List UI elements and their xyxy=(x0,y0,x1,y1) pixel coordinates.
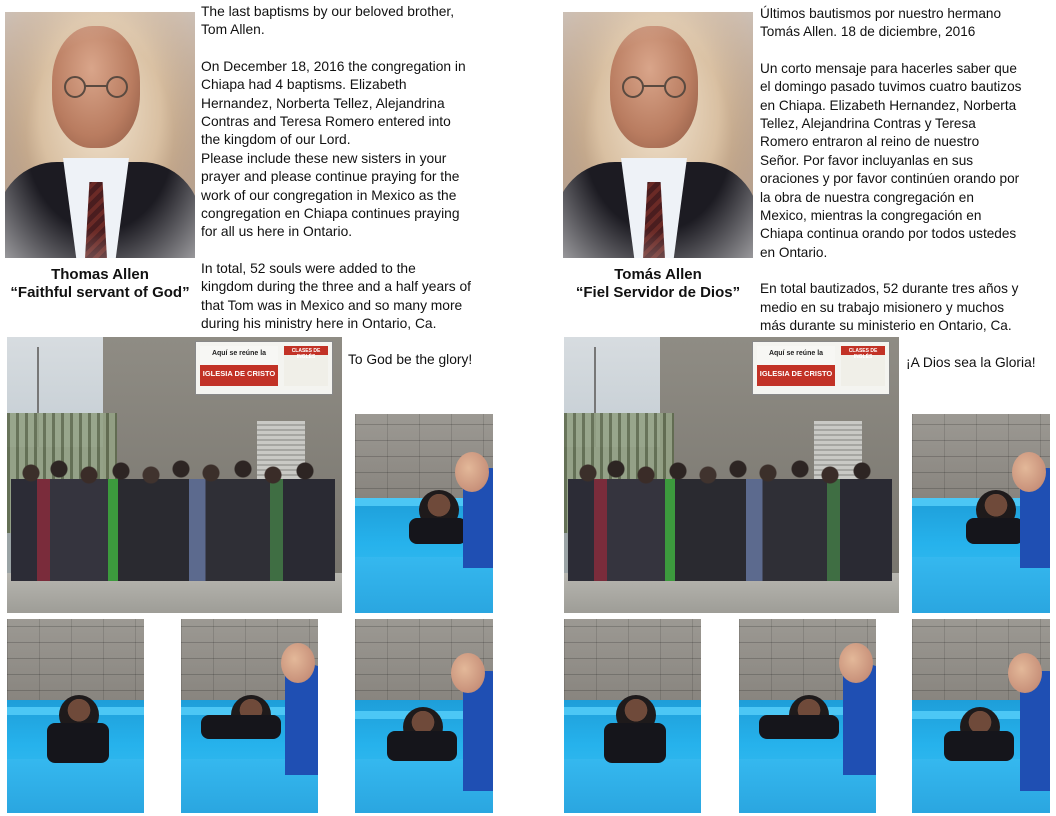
article-text-english xyxy=(201,3,511,334)
group-photo-spanish xyxy=(564,337,899,613)
paragraph-total: In total, 52 souls were added to the kingdom during the three and a half years of that Tom was in Mexico and so many more during his ministry here in Ontario, Ca. xyxy=(201,260,471,332)
portrait-name: Tomás Allen xyxy=(614,266,702,283)
paragraph-intro: Últimos bautismos por nuestro hermano Tomás Allen. 18 de diciembre, 2016 xyxy=(760,6,1002,40)
baptism-photo-spanish-4 xyxy=(912,619,1050,813)
banner-line-1: Aquí se reúne la xyxy=(768,350,824,357)
baptism-photo-english-3 xyxy=(181,619,318,813)
baptism-photo-spanish-1 xyxy=(912,414,1050,613)
baptism-photo-english-4 xyxy=(355,619,493,813)
portrait-caption-spanish xyxy=(558,266,758,302)
baptism-photo-english-2 xyxy=(7,619,144,813)
banner-right-line: CLASES DE INGLÉS xyxy=(848,348,878,360)
paragraph-body: Un corto mensaje para hacerles saber que el domingo pasado tuvimos cuatro bautizos en Chiapa. Elizabeth Hernandez, Norberta Tellez, Alejandrina Contras y Teresa Romero entraron al reino de nuestro Señor. Por favor incluyanlas en sus oraciones y por favor continúen orando por la obra de nuestra congregación en Mexico, mientras la congregación en Chiapa continua orando por todos ustedes en Ontario. xyxy=(760,60,1022,260)
portrait-title: “Faithful servant of God” xyxy=(10,284,190,301)
article-text-spanish xyxy=(760,5,1056,336)
portrait-photo-spanish xyxy=(563,12,753,258)
banner-right-line: CLASES DE INGLÉS xyxy=(291,348,321,360)
church-banner xyxy=(752,341,890,395)
banner-line-2: IGLESIA DE CRISTO xyxy=(202,369,276,378)
banner-line-2: IGLESIA DE CRISTO xyxy=(759,369,833,378)
portrait-name: Thomas Allen xyxy=(51,266,149,283)
baptism-photo-spanish-2 xyxy=(564,619,701,813)
glory-text-spanish: ¡A Dios sea la Gloria! xyxy=(906,355,1036,370)
paragraph-intro: The last baptisms by our beloved brother, Tom Allen. xyxy=(201,4,455,38)
baptism-photo-english-1 xyxy=(355,414,493,613)
paragraph-total: En total bautizados, 52 durante tres años y medio en su trabajo misionero y muchos más durante su ministerio en Ontario, Ca. xyxy=(760,281,1019,334)
portrait-caption-english xyxy=(0,266,200,302)
glory-text-english: To God be the glory! xyxy=(348,352,473,367)
banner-line-1: Aquí se reúne la xyxy=(211,350,267,357)
group-photo-english xyxy=(7,337,342,613)
paragraph-body: On December 18, 2016 the congregation in Chiapa had 4 baptisms. Elizabeth Hernandez, Norberta Tellez, Alejandrina Contras and Teresa Romero entered into the kingdom of our Lord. Please include these new sisters in your prayer and please continue praying for the work of our congregation in Mexico as the congregation en Chiapa continues praying for all us here in Ontario. xyxy=(201,58,466,240)
church-banner xyxy=(195,341,333,395)
portrait-title: “Fiel Servidor de Dios” xyxy=(575,284,741,301)
baptism-photo-spanish-3 xyxy=(739,619,876,813)
portrait-photo-english xyxy=(5,12,195,258)
